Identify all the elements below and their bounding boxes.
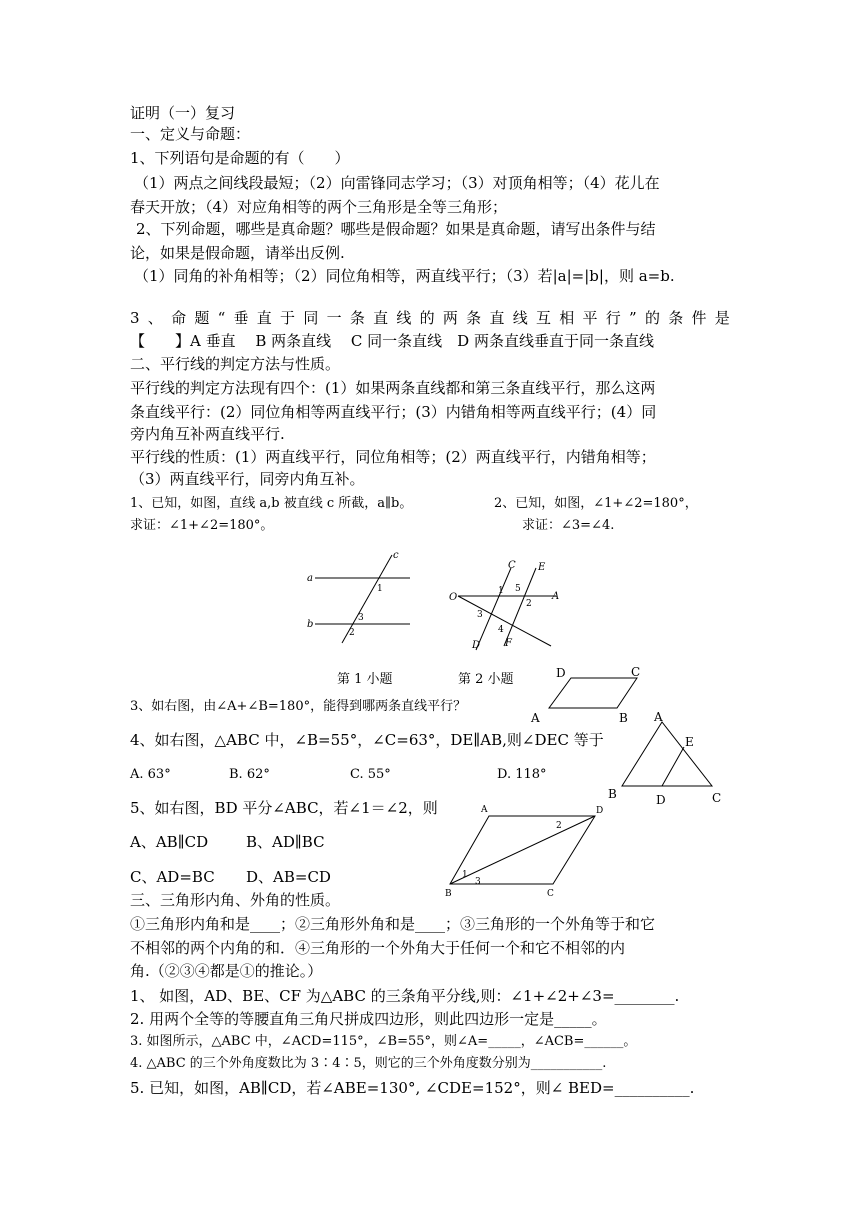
angle-2-label: 2 [349,628,355,638]
label-A: A [481,805,488,815]
label-C: C [547,889,554,899]
label-D: D [556,666,566,680]
figure-2-transversals [446,560,576,655]
label-E: E [538,562,546,573]
q13-char: “ [217,309,226,327]
q13-char: 垂 [233,309,249,327]
q13-char: 行 [605,309,621,327]
label-D: D [656,793,666,807]
triangle-angle-facts-1: ①三角形内角和是____；②三角形外角和是____；③三角形的一个外角等于和它 [130,915,656,933]
label-A: A [531,711,540,725]
label-b: b [307,619,314,630]
question-2-5-option-a: A、AB∥CD [130,833,209,851]
q13-char: 一 [326,309,342,327]
q13-char: 线 [396,309,412,327]
question-3-4: 4. △ABC 的三个外角度数比为 3∶4∶5，则它的三个外角度数分别为___________. [130,1056,607,1071]
angle-3-label: 3 [475,877,481,887]
figure-4-triangle [598,708,738,808]
question-2-4-option-a: A. 63° [130,767,171,782]
question-1-1: 1、下列语句是命题的有（ ） [130,149,350,167]
question-1-3-options: 【 】A 垂直 B 两条直线 C 同一条直线 D 两条直线垂直于同一条直线 [130,332,654,350]
label-C: C [508,560,516,571]
label-B: B [445,889,452,899]
label-F: F [505,638,512,649]
q13-char: 的 [419,309,435,327]
question-2-1: 1、已知，如图，直线 a,b 被直线 c 所截，a∥b。 [130,496,413,511]
q13-char: 平 [582,309,598,327]
segment-DE [662,747,684,786]
q13-char: 是 [714,309,730,327]
label-D: D [596,806,604,816]
worksheet-title: 证明（一）复习 [130,104,236,122]
q13-char: 命 [171,309,187,327]
question-1-2-cont: 论，如果是假命题，请举出反例. [130,244,345,262]
figure-2-caption: 第 2 小题 [458,672,514,687]
parallel-properties-2: （3）两直线平行，同旁内角互补。 [130,470,365,488]
question-2-4-option-b: B. 62° [229,767,270,782]
question-1-1-options-cont: 春天开放；（4）对应角相等的两个三角形是全等三角形； [130,198,508,216]
question-2-5: 5、如右图，BD 平分∠ABC，若∠1＝∠2，则 [130,799,438,817]
question-1-3 [130,308,730,328]
q13-char: 直 [489,309,505,327]
angle-4-label: 4 [498,625,504,635]
question-1-2-items: （1）同角的补角相等；（2）同位角相等，两直线平行；（3）若|a|=|b|，则 a=b. [134,267,675,285]
label-C: C [712,791,722,805]
q13-char: ” [629,309,637,327]
q13-char: 线 [512,309,528,327]
question-2-5-option-d: D、AB=CD [246,868,331,886]
label-O: O [449,592,458,603]
label-C: C [631,665,641,679]
angle-3-label: 3 [477,610,483,620]
diagonal-BD [450,816,595,884]
section-1-heading: 一、定义与命题： [130,125,251,143]
triangle-angle-facts-2: 不相邻的两个内角的和．④三角形的一个外角大于任何一个和它不相邻的内 [130,939,626,957]
question-2-2-prove: 求证：∠3=∠4. [522,518,615,533]
figure-1-caption: 第 1 小题 [337,672,393,687]
question-3-5: 5. 已知，如图，AB∥CD，若∠ABE=130°, ∠CDE=152°，则∠ BED=__________. [130,1079,695,1097]
question-2-2: 2、已知，如图，∠1+∠2=180°， [494,496,698,511]
question-1-1-options: （1）两点之间线段最短；（2）向雷锋同志学习；（3）对顶角相等；（4）花儿在 [134,174,660,192]
q13-char: 两 [442,309,458,327]
parallel-criteria-1: 平行线的判定方法现有四个：(1）如果两条直线都和第三条直线平行，那么这两 [130,379,656,397]
question-1-2: 2、下列命题，哪些是真命题？哪些是假命题？如果是真命题，请写出条件与结 [136,220,656,238]
q13-char: 件 [691,309,707,327]
angle-2-label: 2 [526,599,532,609]
label-a: a [307,573,313,584]
q13-char: 于 [280,309,296,327]
section-2-heading: 二、平行线的判定方法与性质。 [130,355,341,373]
angle-1-label: 1 [462,870,468,880]
q13-char: 题 [194,309,210,327]
angle-1-label: 1 [498,586,504,596]
label-A: A [654,710,663,724]
question-3-3: 3. 如图所示，△ABC 中，∠ACD=115°，∠B=55°，则∠A=_____，∠ACB=______。 [130,1034,637,1049]
question-3-1: 1、 如图，AD、BE、CF 为△ABC 的三条角平分线,则：∠1+∠2+∠3=________. [130,987,680,1005]
label-B: B [619,711,628,725]
q13-char: 条 [668,309,684,327]
question-3-2: 2. 用两个全等的等腰直角三角尺拼成四边形，则此四边形一定是_____。 [130,1010,607,1028]
label-c: c [393,550,399,561]
q13-char: 条 [349,309,365,327]
question-2-5-option-b: B、AD∥BC [246,833,325,851]
label-E: E [685,735,694,749]
question-2-4-option-d: D. 118° [497,767,547,782]
triangle-angle-facts-3: 角.（②③④都是①的推论。） [130,962,323,980]
question-2-5-option-c: C、AD=BC [130,868,215,886]
question-2-4-option-c: C. 55° [350,767,391,782]
q13-char: 直 [373,309,389,327]
question-2-3: 3、如右图，由∠A+∠B=180°，能得到哪两条直线平行？ [130,699,467,714]
angle-1-label: 1 [377,584,383,594]
question-2-4: 4、如右图，△ABC 中，∠B=55°，∠C=63°，DE∥AB,则∠DEC 等于 [130,731,604,749]
q13-char: 相 [559,309,575,327]
q13-char: 互 [535,309,551,327]
question-2-1-prove: 求证：∠1+∠2=180°。 [130,518,274,533]
angle-5-label: 5 [515,584,521,594]
parallel-properties-1: 平行线的性质：(1）两直线平行，同位角相等；(2）两直线平行，内错角相等； [130,448,656,466]
q13-char: 、 [147,309,163,327]
parallel-criteria-2: 条直线平行：(2）同位角相等两直线平行；(3）内错角相等两直线平行；(4）同 [130,403,657,421]
figure-5-parallelogram-diagonal [445,802,615,900]
label-B: B [608,787,617,801]
figure-1-parallel-lines [300,545,420,645]
q13-char: 同 [303,309,319,327]
label-D: D [472,640,481,651]
section-3-heading: 三、三角形内角、外角的性质。 [130,891,341,909]
q13-char: 3 [130,309,140,327]
q13-char: 直 [256,309,272,327]
angle-2-label: 2 [556,821,562,831]
q13-char: 的 [644,309,660,327]
label-A: A [552,591,560,602]
parallel-criteria-3: 旁内角互补两直线平行. [130,425,285,443]
parallelogram-shape [549,678,637,708]
q13-char: 条 [466,309,482,327]
angle-3-label: 3 [358,613,364,623]
